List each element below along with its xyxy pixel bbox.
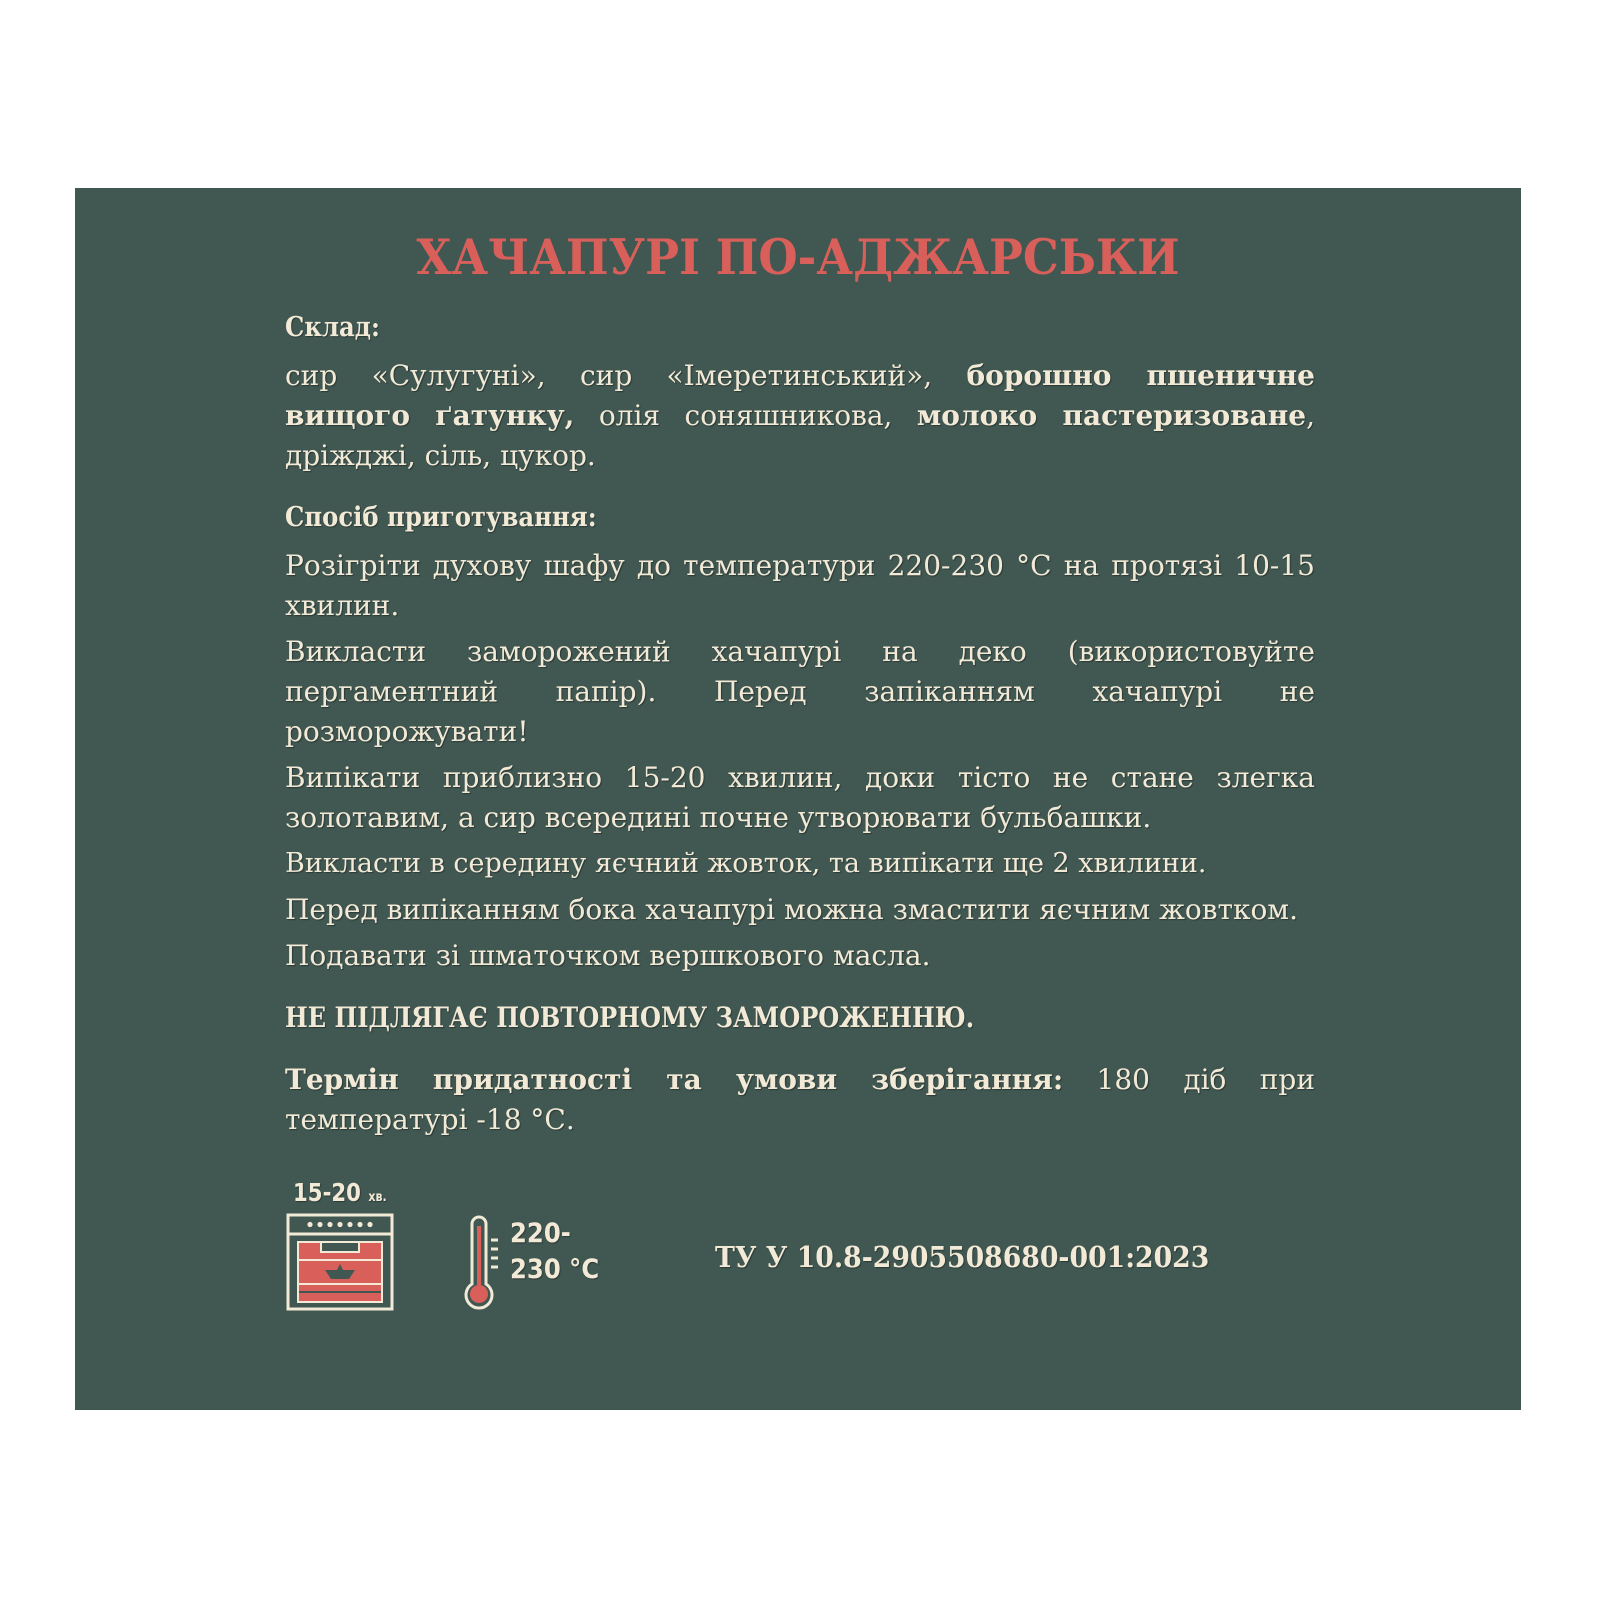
preparation-step: Випікати приблизно 15-20 хвилин, доки тісто не стане злегка золотавим, а сир всередині почне утворювати бульбашки. xyxy=(285,761,1315,834)
composition-text xyxy=(285,356,1315,476)
bake-time xyxy=(293,1178,387,1207)
preparation-heading: Спосіб приготування: xyxy=(285,502,597,533)
preparation-section xyxy=(285,498,1315,976)
refreeze-warning: НЕ ПІДЛЯГАЄ ПОВТОРНОМУ ЗАМОРОЖЕННЮ. xyxy=(285,1001,975,1034)
composition-part-bold: борошно пшеничне вищого ґатунку, xyxy=(285,359,1315,432)
composition-part: , дріжджі, сіль, цукор. xyxy=(285,399,1316,472)
tu-code: ТУ У 10.8-2905508680-001:2023 xyxy=(715,1240,1210,1274)
label-footer xyxy=(75,1178,1521,1328)
preparation-step: Викласти заморожений хачапурі на деко (використовуйте пергаментний папір). Перед запіканням хачапурі не розморожувати! xyxy=(285,635,1315,748)
storage-value: 180 діб при температурі -18 °С. xyxy=(285,1063,1315,1136)
thermometer-icon xyxy=(460,1214,508,1314)
composition-heading: Склад: xyxy=(285,312,380,343)
bake-time-block xyxy=(285,1178,395,1318)
label-content xyxy=(285,308,1315,1140)
storage-label: Термін придатності та умови зберігання: xyxy=(285,1063,1064,1096)
composition-part: олія соняшникова, xyxy=(574,399,917,432)
composition-part: сир «Сулугуні», сир «Імеретинський», xyxy=(285,359,967,392)
preparation-step: Подавати зі шматочком вершкового масла. xyxy=(285,939,931,972)
temperature-label xyxy=(510,1216,599,1288)
product-label-panel xyxy=(75,188,1521,1410)
temperature-block xyxy=(460,1214,620,1324)
preparation-step: Викласти в середину яєчний жовток, та випікати ще 2 хвилини. xyxy=(285,848,1207,879)
bake-time-unit: хв. xyxy=(368,1190,387,1205)
temperature-line-2: 230 °C xyxy=(510,1254,600,1285)
composition-section xyxy=(285,308,1315,476)
product-title: ХАЧАПУРІ ПО-АДЖАРСЬКИ xyxy=(416,228,1180,286)
bake-time-value: 15-20 xyxy=(293,1178,361,1207)
preparation-step: Розігріти духову шафу до температури 220-230 °С на протязі 10-15 хвилин. xyxy=(285,549,1315,622)
oven-icon xyxy=(285,1212,395,1312)
temperature-line-1: 220- xyxy=(510,1218,571,1249)
composition-part-bold: молоко пастеризоване xyxy=(916,399,1307,432)
preparation-step: Перед випіканням бока хачапурі можна змастити яєчним жовтком. xyxy=(285,893,1298,926)
storage-text xyxy=(285,1060,1315,1140)
